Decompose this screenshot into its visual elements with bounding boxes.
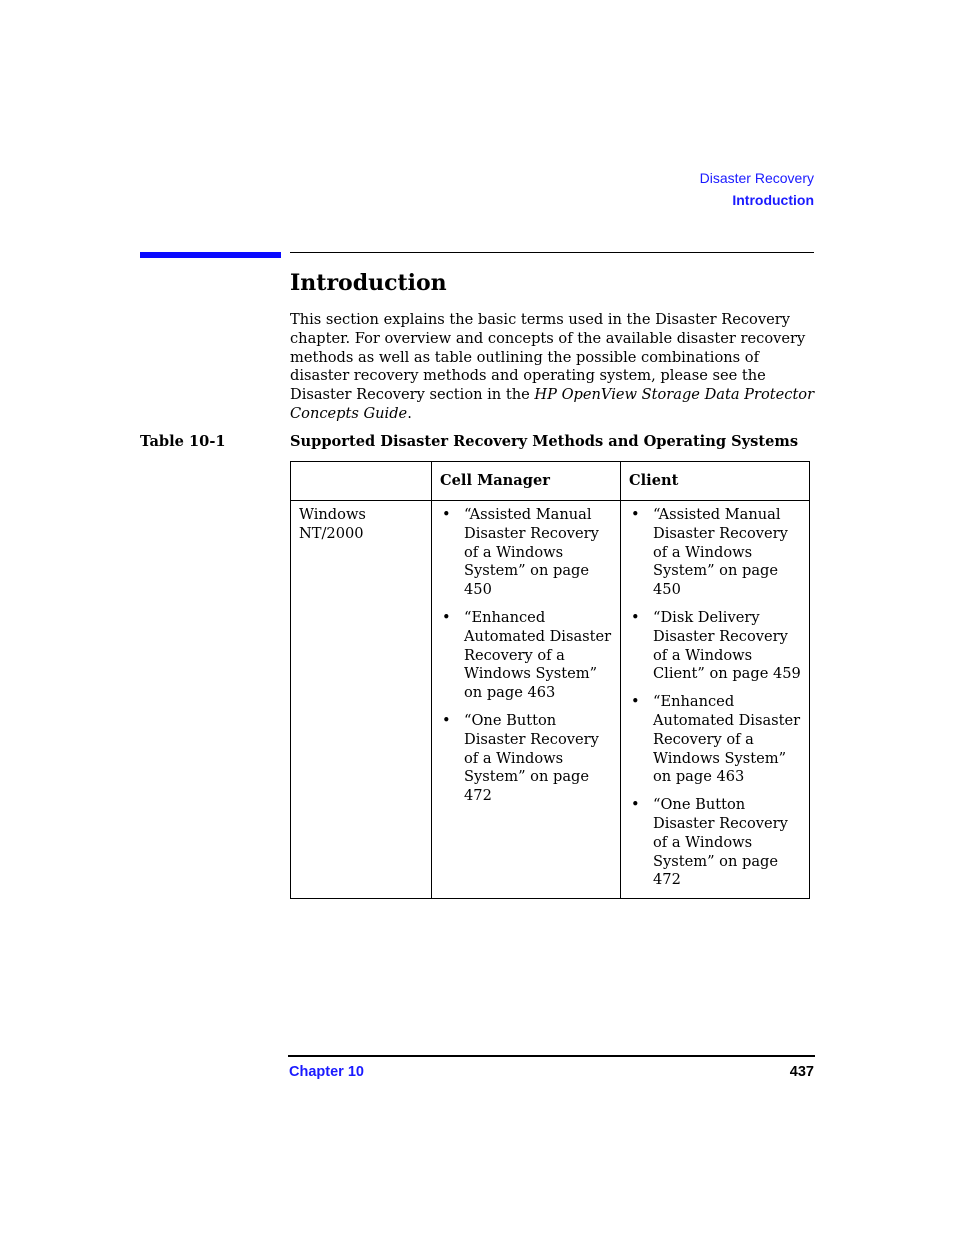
section-top-rule	[290, 252, 814, 253]
running-head	[700, 167, 814, 211]
section-accent-bar	[140, 252, 281, 258]
list-item	[629, 609, 801, 684]
cell-client	[621, 501, 810, 899]
cell-os: Windows NT/2000	[291, 501, 432, 899]
bullet: •	[631, 796, 640, 814]
list-item-text: “One Button Disaster Recovery of a Windows System” on page 472	[653, 796, 788, 889]
page-title: Introduction	[290, 270, 447, 296]
list-item	[440, 712, 612, 806]
bullet: •	[631, 506, 640, 523]
methods-table	[290, 461, 810, 899]
list-item-text: “Enhanced Automated Disaster Recovery of a Windows System” on page 463	[653, 693, 801, 786]
list-item-text: “Enhanced Automated Disaster Recovery of a Windows System” on page 463	[464, 608, 612, 702]
bullet: •	[442, 608, 451, 626]
list-item-text: “Disk Delivery Disaster Recovery of a Windows Client” on page 459	[653, 608, 801, 683]
intro-text-end: .	[407, 404, 412, 422]
header-client: Client	[621, 462, 810, 501]
table-header-row	[291, 462, 810, 501]
bullet: •	[631, 693, 640, 711]
footer-chapter: Chapter 10	[289, 1064, 364, 1080]
table-row	[291, 501, 810, 899]
bullet: •	[442, 506, 451, 523]
list-item	[629, 506, 801, 600]
list-item-text: “Assisted Manual Disaster Recovery of a Windows System” on page 450	[653, 506, 788, 599]
bullet: •	[631, 608, 640, 626]
list-item	[440, 609, 612, 703]
cell-cell-manager	[432, 501, 621, 899]
table-number: Table 10-1	[140, 433, 226, 450]
header-os	[291, 462, 432, 501]
intro-paragraph	[290, 311, 815, 424]
running-head-section: Introduction	[732, 192, 814, 208]
cell-manager-list	[440, 506, 612, 806]
client-list	[629, 506, 801, 890]
list-item	[629, 693, 801, 787]
header-cell-manager: Cell Manager	[432, 462, 621, 501]
intro-book-title: HP OpenView Storage Data Protector Concepts Guide	[290, 386, 815, 422]
intro-text-start: This section explains the basic terms used in the Disaster Recovery chapter. For overview and concepts of the available disaster recovery methods as well as table outlining the possible combinations of disaster recovery methods and operating system, please see the Disaster Recovery section in the	[290, 311, 806, 404]
table-caption: Supported Disaster Recovery Methods and Operating Systems	[290, 433, 799, 450]
list-item	[629, 796, 801, 890]
list-item	[440, 506, 612, 600]
running-head-chapter: Disaster Recovery	[699, 170, 814, 186]
list-item-text: “Assisted Manual Disaster Recovery of a Windows System” on page 450	[464, 506, 599, 599]
footer-page-number: 437	[789, 1064, 814, 1080]
list-item-text: “One Button Disaster Recovery of a Windows System” on page 472	[464, 711, 599, 805]
bullet: •	[442, 711, 451, 729]
footer-rule	[288, 1055, 815, 1057]
